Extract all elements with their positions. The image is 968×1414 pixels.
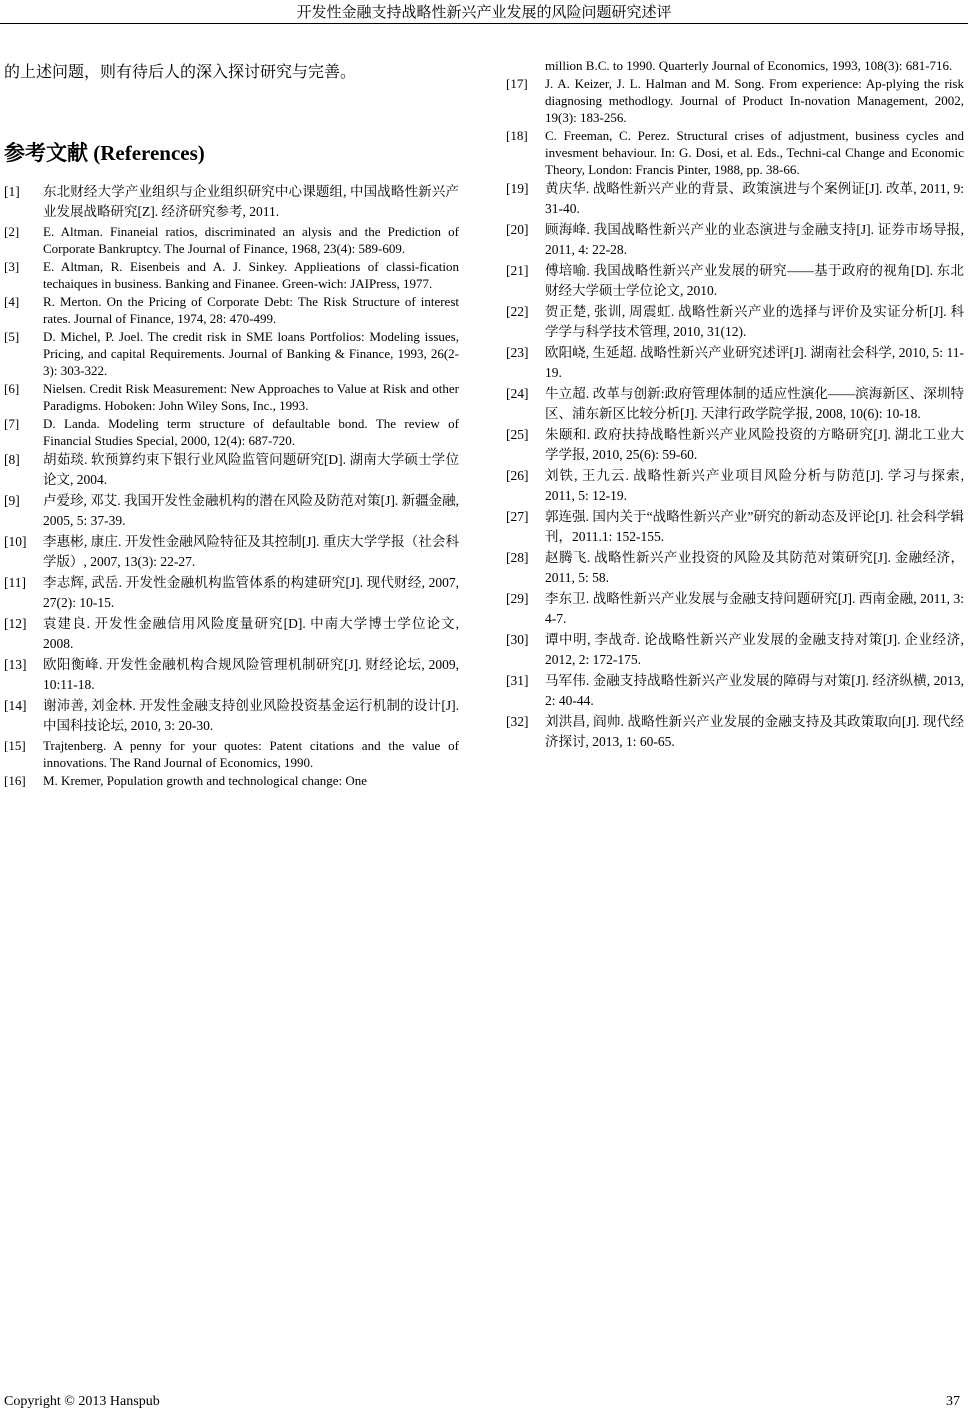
reference-text: E. Altman. Finaneial ratios, discriminated an alysis and the Prediction of Corporate Bankruptcy. The Journal of Finance, 1968, 23(4): 589-609.	[43, 224, 459, 256]
page-number: 37	[946, 1394, 960, 1409]
intro-paragraph: 的上述问题，则有待后人的深入探讨研究与完善。	[4, 64, 357, 81]
reference-number: [22]	[506, 304, 529, 319]
reference-entry	[4, 223, 459, 257]
reference-entry	[506, 220, 964, 260]
reference-entry	[506, 384, 964, 424]
reference-number: [4]	[4, 294, 20, 309]
reference-entry	[4, 293, 459, 327]
reference-text: R. Merton. On the Pricing of Corporate Debt: The Risk Structure of interest rates. Journal of Finance, 1974, 28: 470-499.	[43, 294, 459, 326]
reference-text: 谭中明, 李战奇. 论战略性新兴产业发展的金融支持对策[J]. 企业经济, 2012, 2: 172-175.	[545, 632, 964, 667]
reference-entry	[506, 671, 964, 711]
reference-number: [25]	[506, 427, 529, 442]
reference-text: D. Landa. Modeling term structure of defaultable bond. The review of Financial Studies Special, 2000, 12(4): 687-720.	[43, 416, 459, 448]
reference-entry	[506, 466, 964, 506]
reference-text: M. Kremer, Population growth and technological change: One	[43, 773, 368, 788]
reference-entry	[506, 630, 964, 670]
reference-text: 袁建良. 开发性金融信用风险度量研究[D]. 中南大学博士学位论文, 2008.	[43, 616, 459, 651]
reference-entry	[506, 261, 964, 301]
reference-number: [8]	[4, 452, 20, 467]
reference-text: 欧阳峣, 生延超. 战略性新兴产业研究述评[J]. 湖南社会科学, 2010, 5: 11-19.	[545, 345, 964, 380]
reference-number: [7]	[4, 416, 20, 431]
copyright-notice: Copyright © 2013 Hanspub	[4, 1394, 160, 1409]
reference-number: [16]	[4, 773, 26, 788]
reference-entry	[506, 179, 964, 219]
reference-number: [1]	[4, 184, 20, 199]
reference-text: E. Altman, R. Eisenbeis and A. J. Sinkey. Applieations of classi-fication techaiques in business. Banking and Finanee. Green-wich: JAIPress, 1977.	[43, 259, 459, 291]
reference-number: [3]	[4, 259, 20, 274]
reference-text: 刘铁, 王九云. 战略性新兴产业项目风险分析与防范[J]. 学习与探索, 2011, 5: 12-19.	[545, 468, 964, 503]
reference-entry	[4, 737, 459, 771]
reference-list-left	[4, 182, 459, 790]
reference-number: [31]	[506, 673, 529, 688]
reference-entry	[506, 302, 964, 342]
reference-number: [12]	[4, 616, 27, 631]
reference-entry	[4, 655, 459, 695]
reference-entry	[506, 712, 964, 752]
reference-entry	[4, 415, 459, 449]
reference-number: [32]	[506, 714, 529, 729]
reference-text: 东北财经大学产业组织与企业组织研究中心课题组, 中国战略性新兴产业发展战略研究[Z]. 经济研究参考, 2011.	[43, 184, 459, 219]
reference-text: Nielsen. Credit Risk Measurement: New Approaches to Value at Risk and other Paradigms. Hoboken: John Wiley Sons, Inc., 1993.	[43, 381, 459, 413]
reference-text: 黄庆华. 战略性新兴产业的背景、政策演进与个案例证[J]. 改革, 2011, 9: 31-40.	[545, 181, 964, 216]
reference-text: 牛立超. 改革与创新:政府管理体制的适应性演化——滨海新区、深圳特区、浦东新区比较分析[J]. 天津行政学院学报, 2008, 10(6): 10-18.	[545, 386, 964, 421]
reference-entry	[506, 507, 964, 547]
reference-entry	[4, 532, 459, 572]
reference-text: 顾海峰. 我国战略性新兴产业的业态演进与金融支持[J]. 证券市场导报, 2011, 4: 22-28.	[545, 222, 964, 257]
reference-number: [15]	[4, 738, 26, 753]
reference-number: [29]	[506, 591, 529, 606]
reference-text: J. A. Keizer, J. L. Halman and M. Song. From experience: Ap-plying the risk diagnosing methodlogy. Journal of Product In-novation Management, 2002, 19(3): 183-256.	[545, 76, 964, 125]
reference-text: D. Michel, P. Joel. The credit risk in SME loans Portfolios: Modeling issues, Pricing, and capital Requirements. Journal of Banking & Finance, 1993, 26(2-3): 303-322.	[43, 329, 459, 378]
reference-number: [14]	[4, 698, 27, 713]
running-header: 开发性金融支持战略性新兴产业发展的风险问题研究述评	[296, 5, 672, 21]
reference-number: [21]	[506, 263, 529, 278]
reference-text: 李惠彬, 康庄. 开发性金融风险特征及其控制[J]. 重庆大学学报（社会科学版）, 2007, 13(3): 22-27.	[43, 534, 459, 569]
reference-text: 马军伟. 金融支持战略性新兴产业发展的障碍与对策[J]. 经济纵横, 2013, 2: 40-44.	[545, 673, 964, 708]
reference-number: [11]	[4, 575, 26, 590]
reference-number: [17]	[506, 76, 528, 91]
reference-continuation-text: million B.C. to 1990. Quarterly Journal of Economics, 1993, 108(3): 681-716.	[545, 58, 953, 73]
reference-entry	[506, 343, 964, 383]
reference-entry	[4, 573, 459, 613]
references-heading: 参考文献 (References)	[4, 141, 205, 165]
reference-number: [2]	[4, 224, 20, 239]
reference-number: [9]	[4, 493, 20, 508]
reference-text: Trajtenberg. A penny for your quotes: Patent citations and the value of innovations. The Rand Journal of Economics, 1990.	[43, 738, 459, 770]
reference-number: [19]	[506, 181, 529, 196]
reference-entry	[4, 258, 459, 292]
reference-text: 傅培喻. 我国战略性新兴产业发展的研究——基于政府的视角[D]. 东北财经大学硕士学位论文, 2010.	[545, 263, 964, 298]
reference-text: 郭连强. 国内关于“战略性新兴产业”研究的新动态及评论[J]. 社会科学辑刊，2011.1: 152-155.	[545, 509, 964, 544]
reference-entry	[4, 491, 459, 531]
reference-text: 朱颐和. 政府扶持战略性新兴产业风险投资的方略研究[J]. 湖北工业大学学报, 2010, 25(6): 59-60.	[545, 427, 964, 462]
reference-entry	[4, 380, 459, 414]
reference-number: [26]	[506, 468, 529, 483]
reference-entry	[506, 589, 964, 629]
reference-text: C. Freeman, C. Perez. Structural crises of adjustment, business cycles and invesment behaviour. In: G. Dosi, et al. Eds., Techni-cal Change and Economic Theory, London: Francis Pinter, 1988, pp. 38-66.	[545, 128, 964, 177]
reference-number: [20]	[506, 222, 529, 237]
reference-number: [13]	[4, 657, 27, 672]
reference-entry	[4, 328, 459, 379]
reference-entry	[506, 425, 964, 465]
reference-entry	[4, 182, 459, 222]
reference-text: 李东卫. 战略性新兴产业发展与金融支持问题研究[J]. 西南金融, 2011, 3: 4-7.	[545, 591, 964, 626]
reference-list-right	[506, 57, 964, 753]
reference-text: 胡茹琰. 软预算约束下银行业风险监管问题研究[D]. 湖南大学硕士学位论文, 2004.	[43, 452, 459, 487]
reference-entry	[506, 548, 964, 588]
reference-number: [28]	[506, 550, 529, 565]
reference-number: [24]	[506, 386, 529, 401]
reference-entry	[4, 614, 459, 654]
reference-number: [23]	[506, 345, 529, 360]
reference-text: 赵腾飞. 战略性新兴产业投资的风险及其防范对策研究[J]. 金融经济，2011, 5: 58.	[545, 550, 964, 585]
reference-text: 贺正楚, 张训, 周震虹. 战略性新兴产业的选择与评价及实证分析[J]. 科学学与科学技术管理, 2010, 31(12).	[545, 304, 964, 339]
reference-number: [18]	[506, 128, 528, 143]
reference-text: 欧阳衡峰. 开发性金融机构合规风险管理机制研究[J]. 财经论坛, 2009, 10:11-18.	[43, 657, 459, 692]
reference-entry	[4, 450, 459, 490]
reference-entry	[506, 75, 964, 126]
reference-text: 卢爱珍, 邓艾. 我国开发性金融机构的潜在风险及防范对策[J]. 新疆金融, 2005, 5: 37-39.	[43, 493, 459, 528]
reference-text: 谢沛善, 刘金林. 开发性金融支持创业风险投资基金运行机制的设计[J]. 中国科技论坛, 2010, 3: 20-30.	[43, 698, 459, 733]
reference-text: 刘洪昌, 阎帅. 战略性新兴产业发展的金融支持及其政策取向[J]. 现代经济探讨, 2013, 1: 60-65.	[545, 714, 964, 749]
reference-number: [30]	[506, 632, 529, 647]
reference-entry	[4, 696, 459, 736]
header-rule	[0, 23, 968, 24]
reference-continuation	[506, 57, 964, 74]
reference-number: [6]	[4, 381, 20, 396]
reference-text: 李志辉, 武岳. 开发性金融机构监管体系的构建研究[J]. 现代财经, 2007, 27(2): 10-15.	[43, 575, 459, 610]
reference-number: [10]	[4, 534, 27, 549]
reference-number: [27]	[506, 509, 529, 524]
reference-entry	[4, 772, 459, 789]
reference-number: [5]	[4, 329, 20, 344]
reference-entry	[506, 127, 964, 178]
